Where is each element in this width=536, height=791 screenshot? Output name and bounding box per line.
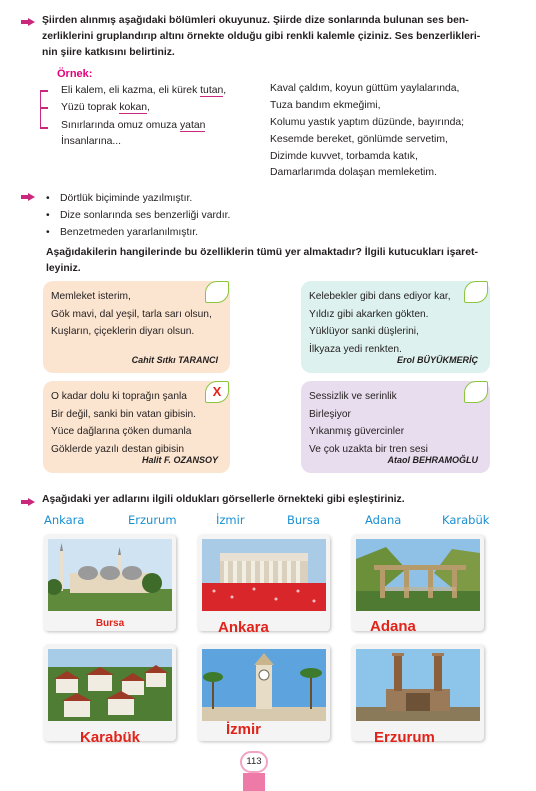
city-word: Bursa xyxy=(287,513,320,527)
city-word: Erzurum xyxy=(128,513,177,527)
rhyme-bracket xyxy=(40,90,41,128)
city-word: Ankara xyxy=(44,513,85,527)
city-word: Adana xyxy=(365,513,402,527)
example-poem-line: İnsanlarına... xyxy=(61,136,122,147)
photo-card xyxy=(44,535,176,631)
poem-card: Kelebekler gibi dans ediyor kar, Yıldız gibi akarken gökten. Yüklüyor sanki düşlerini, İlkyaza yedi renkten. Erol BÜYÜKMERİÇ xyxy=(301,281,490,373)
answer-label: Adana xyxy=(370,618,416,635)
poem-card: Memleket isterim, Gök mavi, dal yeşil, tarla sarı olsun, Kuşların, çiçeklerin diyarı olsun. Cahit Sıtkı TARANCI xyxy=(43,281,230,373)
poet-name: Erol BÜYÜKMERİÇ xyxy=(396,354,478,365)
city-word: İzmir xyxy=(216,513,245,527)
answer-label: Ankara xyxy=(218,619,269,636)
page-tab xyxy=(243,773,265,791)
question-3-text: Aşağıdaki yer adlarını ilgili oldukları görsellerle örnekteki gibi eşleştiriniz. xyxy=(42,494,405,505)
example-poem-line: Sınırlarında omuz omuza yatan xyxy=(61,120,206,131)
list-item: • Dize sonlarında ses benzerliği vardır. xyxy=(46,207,230,224)
photo-card xyxy=(44,645,176,746)
twin-minarets-photo xyxy=(356,649,480,721)
photo-card xyxy=(352,535,484,635)
answer-label: İzmir xyxy=(226,721,262,738)
bridge-photo xyxy=(356,539,480,611)
answer-label: Bursa xyxy=(95,618,125,629)
rhyme-underline: tutan xyxy=(200,85,224,96)
answer-label: Karabük xyxy=(80,729,141,746)
rhyme-underline: kokan xyxy=(119,102,148,113)
list-item: • Dörtlük biçiminde yazılmıştır. xyxy=(46,190,230,207)
photo-card xyxy=(198,535,330,636)
answer-label: Erzurum xyxy=(374,729,435,746)
example-label: Örnek: xyxy=(57,68,93,80)
example-poem-line: Eli kalem, eli kazma, eli kürek tutan, xyxy=(61,85,227,96)
poem-card: O kadar dolu ki toprağın şanla Bir değil, sanki bin vatan gibisin. Yüce dağlarına çöken dumanla Göklerde yazılı destan gibisin Halit F. OZANSOY xyxy=(43,381,230,473)
poem-card: Sessizlik ve serinlik Birleşiyor Yıkanmış güvercinler Ve çok uzakta bir tren sesi Ataol BEHRAMOĞLU xyxy=(301,381,490,473)
question-arrow-icon xyxy=(21,498,35,506)
anitkabir-photo xyxy=(202,539,326,611)
question-arrow-icon xyxy=(21,18,35,26)
clock-tower-photo xyxy=(202,649,326,721)
mosque-photo xyxy=(48,539,172,611)
question-arrow-icon xyxy=(21,193,35,201)
old-houses-photo xyxy=(48,649,172,721)
page-number: 113 xyxy=(240,751,268,773)
answer-checkbox[interactable]: X xyxy=(205,381,229,403)
photo-card xyxy=(198,645,330,741)
list-item: • Benzetmeden yararlanılmıştır. xyxy=(46,224,230,241)
example-poem-line: Yüzü toprak kokan, xyxy=(61,102,150,113)
feature-list xyxy=(46,190,230,241)
poet-name: Cahit Sıtkı TARANCI xyxy=(131,354,218,365)
photo-card xyxy=(352,645,484,746)
rhyme-underline: yatan xyxy=(179,120,206,131)
city-word: Karabük xyxy=(442,513,490,527)
question-2-text: Aşağıdakilerin hangilerinde bu özelliklerin tümü yer almaktadır? İlgili kutucukları işaret- leyiniz. xyxy=(46,247,478,274)
poet-name: Halit F. OZANSOY xyxy=(141,454,218,465)
question-1-text: Şiirden alınmış aşağıdaki bölümleri okuyunuz. Şiirde dize sonlarında bulunan ses ben- zerliklerini gruplandırıp altını örnekte olduğu gibi renkli kalemle çiziniz. Ses benzerlikleri- nin şiire katkısını belirtiniz. xyxy=(42,15,481,58)
poet-name: Ataol BEHRAMOĞLU xyxy=(387,454,478,465)
